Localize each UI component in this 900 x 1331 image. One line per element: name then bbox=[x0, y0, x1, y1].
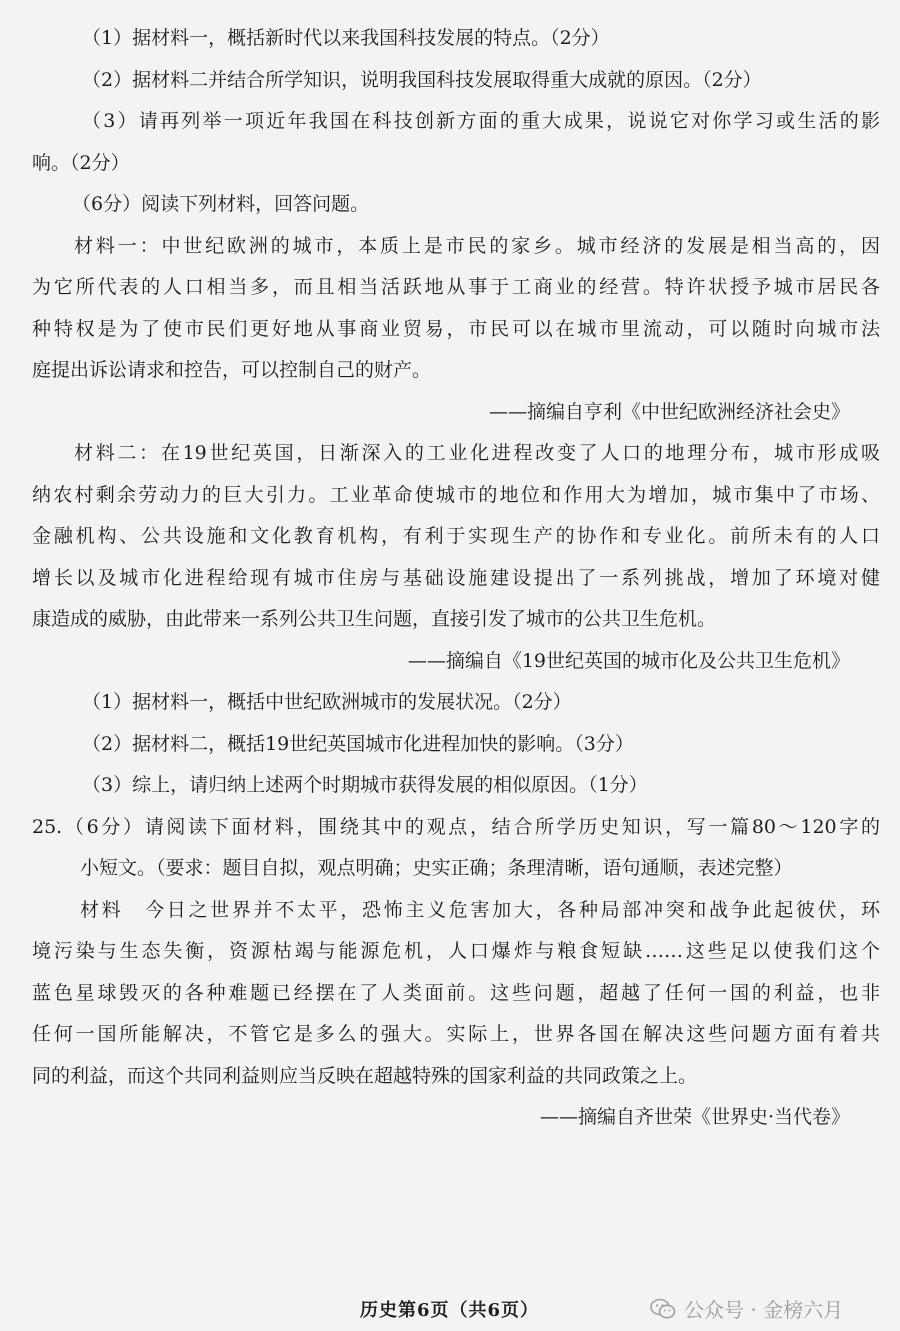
question-25-line: 25.（6分）请阅读下面材料，围绕其中的观点，结合所学历史知识，写一篇80～120字的 bbox=[32, 815, 880, 838]
page-number: 历史第6页（共6页） bbox=[360, 1300, 540, 1321]
question-25-line: 小短文。（要求：题目自拟，观点明确；史实正确；条理清晰，语句通顺，表述完整） bbox=[80, 857, 793, 879]
material-2-line: 金融机构、公共设施和文化教育机构，有利于实现生产的协作和专业化。前所未有的人口 bbox=[32, 525, 880, 547]
q24-subquestion-1: （1）据材料一，概括中世纪欧洲城市的发展状况。（2分） bbox=[82, 691, 572, 713]
material-2-line: 增长以及城市化进程给现有城市住房与基础设施建设提出了一系列挑战，增加了环境对健 bbox=[32, 566, 880, 589]
q24-subquestion-2: （2）据材料二，概括19世纪英国城市化进程加快的影响。（3分） bbox=[82, 732, 634, 755]
watermark-text: 公众号 · 金榜六月 bbox=[684, 1298, 844, 1322]
material-1-source: ——摘编自亨利《中世纪欧洲经济社会史》 bbox=[488, 400, 850, 423]
question-24-header: （6分）阅读下列材料，回答问题。 bbox=[72, 193, 370, 215]
prev-subquestion-1: （1）据材料一，概括新时代以来我国科技发展的特点。（2分） bbox=[82, 27, 610, 49]
watermark bbox=[650, 1294, 843, 1323]
wechat-icon bbox=[650, 1298, 676, 1320]
prev-subquestion-3-cont: 响。（2分） bbox=[32, 151, 130, 174]
material-1-line: 为它所代表的人口相当多，而且相当活跃地从事于工商业的经营。特许状授予城市居民各 bbox=[32, 276, 880, 298]
q24-subquestion-3: （3）综上，请归纳上述两个时期城市获得发展的相似原因。（1分） bbox=[82, 774, 648, 796]
q25-material-source: ——摘编自齐世荣《世界史·当代卷》 bbox=[539, 1106, 850, 1128]
material-1-line: 材料一：中世纪欧洲的城市，本质上是市民的家乡。城市经济的发展是相当高的，因 bbox=[74, 234, 880, 257]
q25-material-line: 同的利益，而这个共同利益则应当反映在超越特殊的国家利益的共同政策之上。 bbox=[32, 1064, 698, 1087]
q25-material-line: 任何一国所能解决，不管它是多么的强大。实际上，世界各国在解决这些问题方面有着共 bbox=[32, 1023, 880, 1045]
material-2-line: 康造成的威胁，由此带来一系列公共卫生问题，直接引发了城市的公共卫生危机。 bbox=[32, 608, 717, 630]
material-2-line: 材料二：在19世纪英国，日渐深入的工业化进程改变了人口的地理分布，城市形成吸 bbox=[74, 442, 880, 464]
q25-material-line: 材料 今日之世界并不太平，恐怖主义危害加大，各种局部冲突和战争此起彼伏，环 bbox=[80, 898, 880, 921]
page-footer bbox=[0, 1290, 900, 1330]
q25-material-line: 境污染与生态失衡，资源枯竭与能源危机，人口爆炸与粮食短缺……这些足以使我们这个 bbox=[32, 940, 880, 962]
material-1-line: 庭提出诉讼请求和控告，可以控制自己的财产。 bbox=[32, 359, 432, 381]
q25-material-line: 蓝色星球毁灭的各种难题已经摆在了人类面前。这些问题，超越了任何一国的利益，也非 bbox=[32, 981, 880, 1004]
material-2-line: 纳农村剩余劳动力的巨大引力。工业革命使城市的地位和作用大为增加，城市集中了市场、 bbox=[32, 483, 880, 506]
material-1-line: 种特权是为了使市民们更好地从事商业贸易，市民可以在城市里流动，可以随时向城市法 bbox=[32, 317, 880, 340]
material-2-source: ——摘编自《19世纪英国的城市化及公共卫生危机》 bbox=[407, 649, 850, 672]
prev-subquestion-2: （2）据材料二并结合所学知识，说明我国科技发展取得重大成就的原因。（2分） bbox=[82, 68, 762, 91]
prev-subquestion-3: （3）请再列举一项近年我国在科技创新方面的重大成果，说说它对你学习或生活的影 bbox=[82, 110, 880, 132]
